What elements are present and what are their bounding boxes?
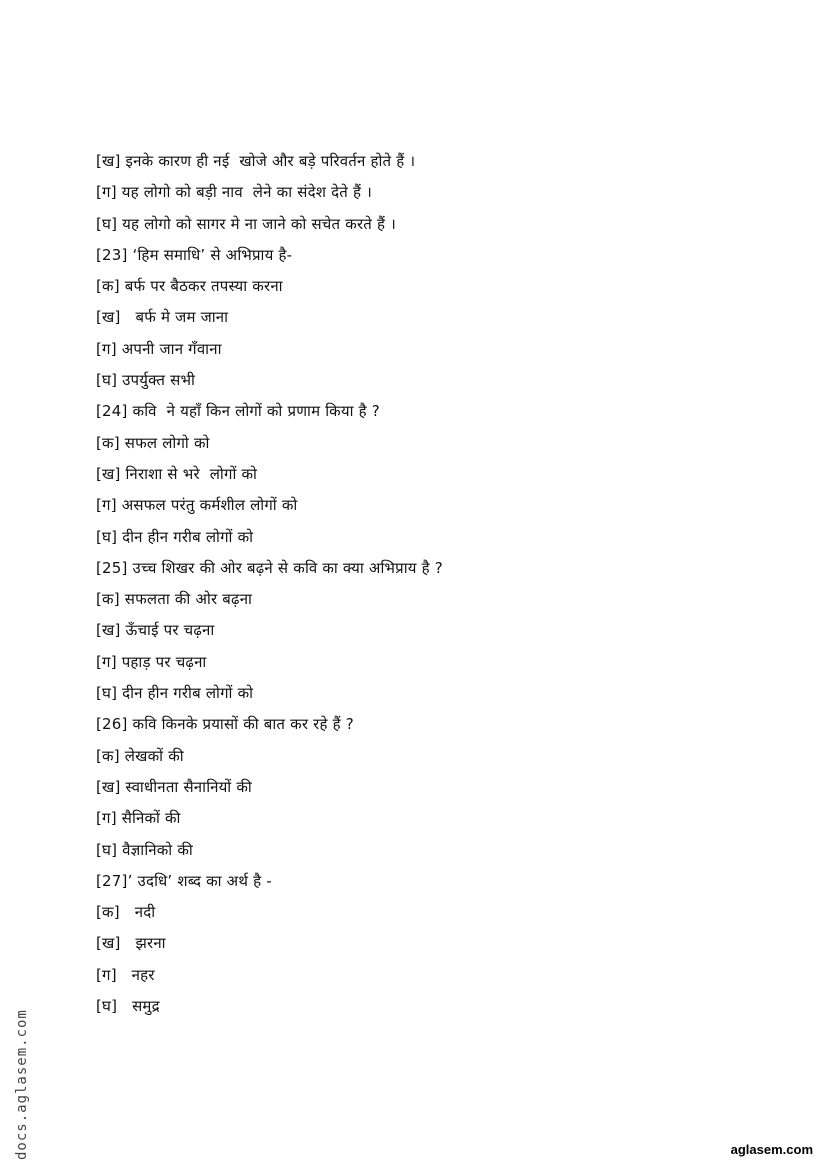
option-line: [ख] बर्फ मे जम जाना [96, 308, 229, 327]
side-watermark: docs.aglasem.com [14, 1009, 30, 1160]
option-line: [क] सफल लोगो को [96, 433, 210, 452]
option-line: [ग] असफल परंतु कर्मशील लोगों को [96, 496, 298, 515]
option-line: [क] लेखकों की [96, 746, 184, 765]
option-line: [क] बर्फ पर बैठकर तपस्या करना [96, 277, 283, 296]
option-line: [ख] ऊँचाई पर चढ़ना [96, 621, 215, 640]
text-line: [ग] यह लोगो को बड़ी नाव लेने का संदेश देते हैं । [96, 183, 373, 202]
brand-watermark: aglasem.com [730, 1142, 813, 1157]
option-line: [ग] पहाड़ पर चढ़ना [96, 652, 207, 671]
option-line: [ख] झरना [96, 934, 166, 953]
option-line: [घ] दीन हीन गरीब लोगों को [96, 527, 254, 546]
question-27: [27]’ उदधि’ शब्द का अर्थ है - [96, 871, 272, 890]
question-26: [26] कवि किनके प्रयासों की बात कर रहे हैं ? [96, 715, 354, 734]
option-line: [घ] वैज्ञानिको की [96, 840, 193, 859]
option-line: [घ] दीन हीन गरीब लोगों को [96, 684, 254, 703]
option-line: [ग] नहर [96, 965, 155, 984]
text-line: [घ] यह लोगो को सागर मे ना जाने को सचेत करते हैं । [96, 214, 397, 233]
option-line: [घ] उपर्युक्त सभी [96, 371, 196, 390]
option-line: [क] नदी [96, 903, 156, 922]
option-line: [ग] सैनिकों की [96, 809, 181, 828]
text-line: [ख] इनके कारण ही नई खोजे और बड़े परिवर्तन होते हैं । [96, 152, 416, 170]
document-body [96, 146, 776, 1022]
question-25: [25] उच्च शिखर की ओर बढ़ने से कवि का क्या अभिप्राय है ? [96, 558, 443, 577]
option-line: [ख] स्वाधीनता सैनानियों की [96, 777, 252, 796]
question-24: [24] कवि ने यहाँ किन लोगों को प्रणाम किया है ? [96, 402, 380, 421]
option-line: [ग] अपनी जान गँवाना [96, 339, 222, 358]
option-line: [ख] निराशा से भरे लोगों को [96, 464, 258, 483]
option-line: [क] सफलता की ओर बढ़ना [96, 590, 253, 609]
option-line: [घ] समुद्र [96, 997, 160, 1016]
question-23: [23] ‘हिम समाधि’ से अभिप्राय है- [96, 245, 293, 264]
